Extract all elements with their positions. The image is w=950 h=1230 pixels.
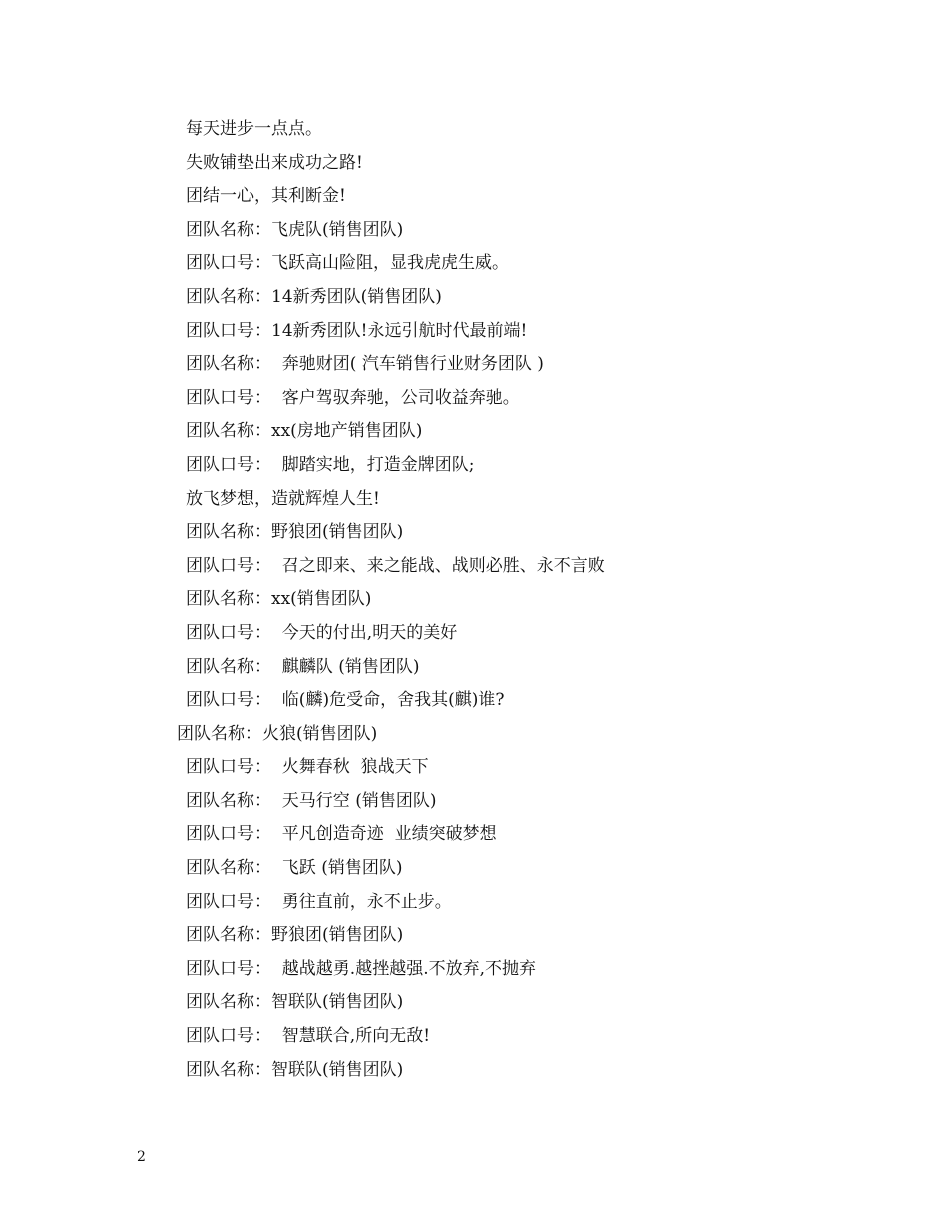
team-slogan-line: 团队口号： 脚踏实地，打造金牌团队; [186,454,475,475]
team-slogan-line: 团队口号： 召之即来、来之能战、战则必胜、永不言败 [186,555,605,576]
team-slogan-line: 团队口号： 今天的付出,明天的美好 [186,622,458,643]
team-name-line: 团队名称：14新秀团队(销售团队) [186,286,442,307]
team-slogan-line: 团队口号： 临(麟)危受命，舍我其(麒)谁? [186,690,505,711]
text-line: 放飞梦想，造就辉煌人生! [186,488,380,509]
text-line: 每天进步一点点。 [186,119,322,139]
team-slogan-line: 团队口号：14新秀团队!永远引航时代最前端! [186,320,528,341]
team-name-line: 团队名称： 奔驰财团( 汽车销售行业财务团队 ) [186,354,544,375]
team-slogan-line: 团队口号： 智慧联合,所向无敌! [186,1026,431,1047]
team-slogan-line: 团队口号： 平凡创造奇迹 业绩突破梦想 [186,824,497,845]
team-name-line: 团队名称：飞虎队(销售团队) [186,219,404,240]
page-number: 2 [137,1149,146,1165]
team-name-line: 团队名称：野狼团(销售团队) [186,522,404,543]
team-name-line: 团队名称：xx(销售团队) [186,589,372,610]
team-name-line: 团队名称：火狼(销售团队) [177,723,378,744]
text-line: 失败铺垫出来成功之路! [186,152,363,173]
document-body [0,113,950,1087]
team-name-line: 团队名称： 麒麟队 (销售团队) [186,656,420,677]
team-slogan-line: 团队口号： 勇往直前，永不止步。 [186,891,452,912]
team-name-line: 团队名称：野狼团(销售团队) [186,925,404,946]
team-slogan-line: 团队口号： 火舞春秋 狼战天下 [186,757,429,778]
team-name-line: 团队名称：智联队(销售团队) [186,992,404,1013]
team-slogan-line: 团队口号： 客户驾驭奔驰，公司收益奔驰。 [186,387,520,408]
team-name-line: 团队名称： 天马行空 (销售团队) [186,790,437,811]
team-name-line: 团队名称：智联队(销售团队) [186,1059,404,1080]
text-line: 团结一心，其利断金! [186,186,346,207]
team-name-line: 团队名称：xx(房地产销售团队) [186,421,423,442]
team-name-line: 团队名称： 飞跃 (销售团队) [186,858,403,879]
team-slogan-line: 团队口号： 越战越勇.越挫越强.不放弃,不抛弃 [186,958,537,979]
team-slogan-line: 团队口号：飞跃高山险阻，显我虎虎生威。 [186,253,509,274]
